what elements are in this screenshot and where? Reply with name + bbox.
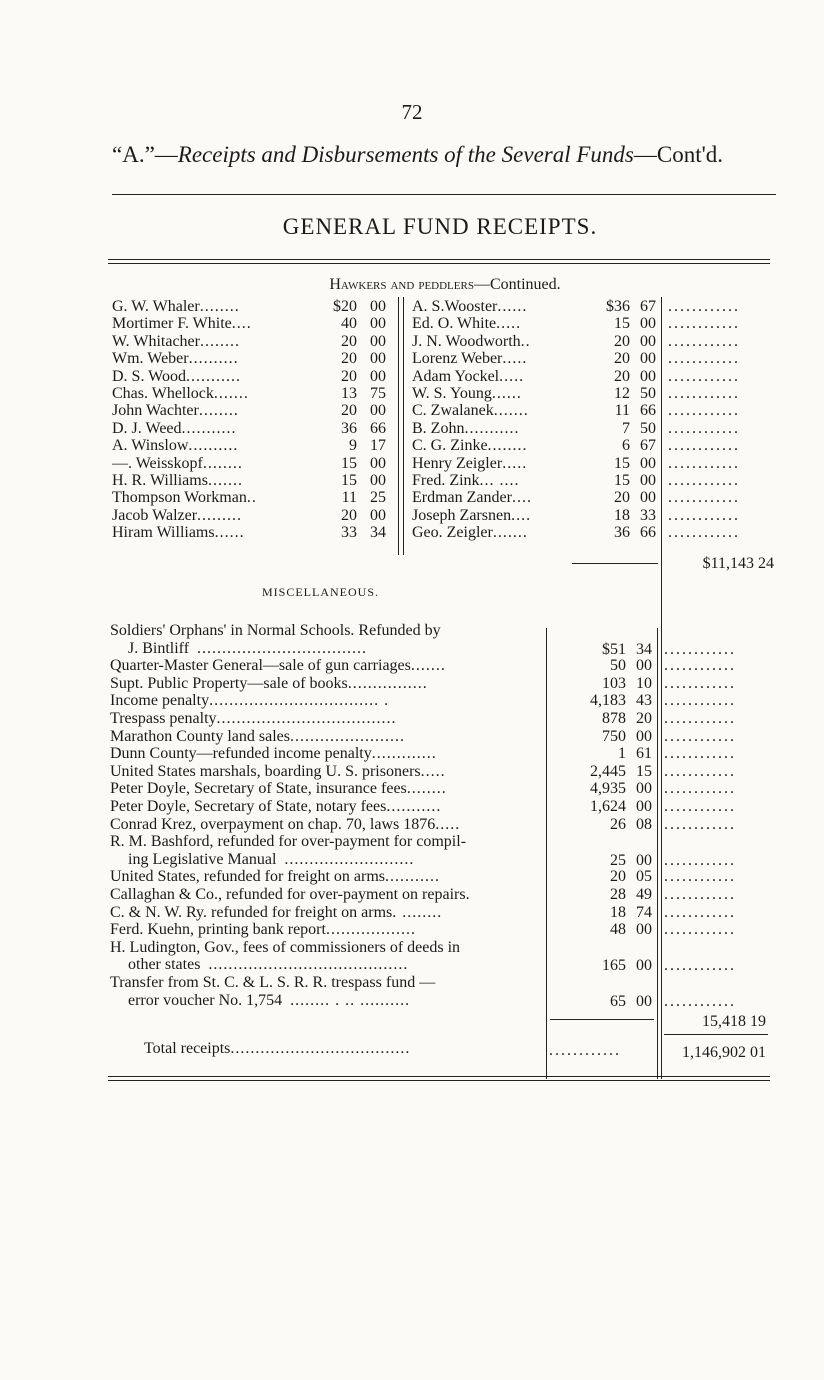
misc-dollars: 2,445 xyxy=(590,762,626,780)
hawker-entry xyxy=(412,385,575,403)
page-number: 72 xyxy=(401,100,423,124)
hawker-dots: ....... xyxy=(493,402,529,420)
hawker-cents: 00 xyxy=(370,315,386,333)
hawker-cents: 00 xyxy=(640,367,656,385)
column-dots: ............ xyxy=(664,798,736,815)
hawker-dots: .. xyxy=(246,489,257,507)
hawker-name: C. Zwalanek xyxy=(412,402,494,420)
hawker-cents: 34 xyxy=(370,524,386,542)
hawker-name: —. Weisskopf xyxy=(112,454,203,472)
misc-item xyxy=(128,956,548,974)
hawker-entry xyxy=(112,350,304,368)
hawker-dots: .... xyxy=(511,506,532,524)
hawker-dollars: 20 xyxy=(614,367,630,385)
column-dots: ............ xyxy=(664,674,736,692)
hawker-cents: 00 xyxy=(640,454,656,472)
hawker-cents: 66 xyxy=(640,402,656,420)
misc-item xyxy=(110,868,546,886)
column-dots: ............ xyxy=(664,710,736,727)
table-rule xyxy=(403,297,404,555)
hawker-dollars: 36 xyxy=(614,524,630,542)
column-dots: ............ xyxy=(668,315,740,333)
hawker-dots: ...... xyxy=(214,524,245,542)
hawker-dollars: 40 xyxy=(341,315,357,333)
top-double-rule xyxy=(108,259,770,264)
hawker-dots: .... xyxy=(231,315,252,333)
misc-item-dots: ..... xyxy=(420,762,446,780)
misc-item xyxy=(110,745,546,763)
hawker-dots: ....... xyxy=(492,524,528,542)
hawker-cents: 00 xyxy=(370,298,386,315)
hawker-cents: 00 xyxy=(370,367,386,385)
hawker-dots: ....... xyxy=(213,385,249,402)
misc-item-text: Supt. Public Property—sale of books xyxy=(110,674,348,692)
misc-dollars: 20 xyxy=(610,868,626,886)
column-dots: ............ xyxy=(668,489,740,507)
hawker-dots: ... .... xyxy=(479,472,520,489)
hawkers-title: Hawkers and peddlers xyxy=(329,276,474,293)
hawker-name: A. S.Wooster xyxy=(412,298,498,315)
table-rule xyxy=(398,297,399,555)
hawker-dots: .......... xyxy=(188,350,239,368)
hawker-cents: 00 xyxy=(640,332,656,350)
hawker-cents: 00 xyxy=(370,454,386,472)
misc-dollars: 18 xyxy=(610,903,626,921)
hawker-entry xyxy=(412,333,575,351)
misc-item-dots: ....... xyxy=(410,657,446,675)
hawker-dots: ..... xyxy=(499,367,525,385)
hawker-name: D. S. Wood xyxy=(112,367,186,385)
hawker-dollars: 20 xyxy=(341,506,357,524)
hawker-dollars: 11 xyxy=(341,489,357,507)
misc-cents: 74 xyxy=(636,903,652,921)
misc-item-dots: .......................... xyxy=(284,850,415,868)
fund-title: GENERAL FUND RECEIPTS. xyxy=(282,214,598,239)
hawker-name: Wm. Weber xyxy=(112,350,189,368)
hawker-name: Adam Yockel xyxy=(412,367,500,385)
hawker-entry xyxy=(412,315,575,333)
misc-item xyxy=(110,904,546,922)
hawker-name: Mortimer F. White xyxy=(112,315,232,333)
hawker-dollars: 33 xyxy=(341,524,357,542)
hawker-dots: ...... xyxy=(491,385,522,402)
misc-item-dots: ....................... xyxy=(289,727,405,745)
hawker-name: Chas. Whellock xyxy=(112,385,214,402)
column-dots: ............ xyxy=(668,506,740,524)
heading-prefix: “A.”— xyxy=(112,142,178,167)
grand-total: 1,146,902 01 xyxy=(682,1044,766,1061)
misc-item-text: C. & N. W. Ry. refunded for freight on arms xyxy=(110,903,393,921)
misc-item xyxy=(110,816,546,834)
hawker-dots: ........... xyxy=(464,419,520,437)
column-dots: ............ xyxy=(668,350,740,368)
misc-dollars: 48 xyxy=(610,921,626,939)
column-dots: ............ xyxy=(664,886,736,903)
hawker-entry xyxy=(412,298,575,316)
column-dots: ............ xyxy=(668,367,740,385)
hawker-dollars: 7 xyxy=(622,419,630,437)
misc-item-dots: .................................. xyxy=(197,639,368,657)
hawker-dollars: 15 xyxy=(614,315,630,333)
hawker-cents: 33 xyxy=(640,506,656,524)
column-dots: ............ xyxy=(664,992,736,1010)
hawker-name: Thompson Workman xyxy=(112,489,247,507)
hawker-entry xyxy=(412,489,575,507)
hawker-dollars: 6 xyxy=(622,437,630,455)
hawker-dollars: 13 xyxy=(341,385,357,402)
misc-item-dots: ..... xyxy=(435,815,461,833)
misc-cents: 20 xyxy=(636,710,652,727)
column-dots: ............ xyxy=(664,851,736,869)
hawker-dots: .......... xyxy=(188,437,239,455)
column-dots: ............ xyxy=(668,402,740,420)
hawker-name: W. S. Young xyxy=(412,385,492,402)
hawker-dollars: 15 xyxy=(614,454,630,472)
column-dots: ............ xyxy=(664,780,736,798)
hawker-entry xyxy=(112,333,304,351)
misc-item-text: ing Legislative Manual xyxy=(128,850,277,868)
misc-item-dots: ........ xyxy=(406,780,447,798)
hawker-entry xyxy=(412,507,575,525)
misc-dollars: 25 xyxy=(610,851,626,869)
hawker-name: D. J. Weed xyxy=(112,419,182,437)
misc-cents: 34 xyxy=(636,640,652,658)
hawker-dollars: 15 xyxy=(341,472,357,489)
misc-item-text: H. Ludington, Gov., fees of commissioners of deeds in xyxy=(110,938,461,956)
hawker-cents: 00 xyxy=(370,350,386,368)
misc-cents: 00 xyxy=(636,992,652,1010)
misc-dollars: 1,624 xyxy=(590,798,626,815)
table-rule xyxy=(546,628,547,1079)
heading-rule xyxy=(112,194,776,195)
hawker-entry xyxy=(112,385,304,403)
hawker-entry xyxy=(112,420,304,438)
hawker-name: Geo. Zeigler xyxy=(412,524,493,542)
misc-item-dots: ................ xyxy=(347,674,428,692)
hawker-cents: 50 xyxy=(640,419,656,437)
misc-cents: 00 xyxy=(636,727,652,745)
misc-item xyxy=(128,640,548,658)
hawker-dollars: 20 xyxy=(341,367,357,385)
misc-item xyxy=(128,992,548,1010)
misc-item-dots: ........... xyxy=(386,798,442,815)
hawker-cents: 50 xyxy=(640,385,656,402)
hawker-entry xyxy=(412,524,575,542)
misc-item-text: Ferd. Kuehn, printing bank report xyxy=(110,921,326,939)
hawker-dots: ........ xyxy=(199,332,240,350)
hawker-dots: ....... xyxy=(207,472,243,489)
misc-item xyxy=(110,728,546,746)
hawkers-title-suffix: —Continued. xyxy=(473,276,561,293)
misc-cents: 00 xyxy=(636,780,652,798)
hawker-name: C. G. Zinke xyxy=(412,437,488,455)
total-dots: .................................... xyxy=(230,1040,411,1057)
misc-item-text: Peter Doyle, Secretary of State, insurance fees xyxy=(110,780,407,798)
misc-item-text: other states xyxy=(128,956,201,974)
misc-cents: 43 xyxy=(636,692,652,710)
hawkers-heading xyxy=(0,276,824,294)
misc-cents: 05 xyxy=(636,868,652,886)
misc-item xyxy=(110,780,546,798)
misc-item xyxy=(128,851,548,869)
hawker-dollars: 20 xyxy=(341,350,357,368)
misc-dollars: 103 xyxy=(602,674,626,692)
misc-dollars: 65 xyxy=(610,992,626,1010)
hawker-dollars: 15 xyxy=(614,472,630,489)
table-rule xyxy=(661,297,662,1079)
misc-subtotal: 15,418 19 xyxy=(702,1013,766,1030)
hawker-cents: 66 xyxy=(640,524,656,542)
misc-dollars: 878 xyxy=(602,710,626,727)
misc-item xyxy=(110,657,546,675)
hawker-cents: 00 xyxy=(370,402,386,420)
total-label: Total receipts xyxy=(144,1040,231,1057)
hawker-dots: ........ xyxy=(487,437,528,455)
misc-item-text: Income penalty xyxy=(110,692,210,710)
hawker-dots: .... xyxy=(511,489,532,507)
misc-item-text: Marathon County land sales xyxy=(110,727,290,745)
misc-item xyxy=(110,921,546,939)
misc-item xyxy=(110,710,546,728)
hawker-dollars: 18 xyxy=(614,506,630,524)
hawker-cents: 00 xyxy=(640,350,656,368)
hawker-entry xyxy=(112,489,304,507)
misc-cents: 10 xyxy=(636,674,652,692)
misc-cents: 00 xyxy=(636,798,652,815)
hawker-dots: ........ xyxy=(202,454,243,472)
hawker-cents: 75 xyxy=(370,385,386,402)
misc-item xyxy=(110,798,546,816)
column-dots: ............ xyxy=(668,419,740,437)
column-dots: ............ xyxy=(664,815,736,833)
hawker-cents: 00 xyxy=(640,315,656,333)
misc-item-dots: ........... xyxy=(385,868,441,886)
heading-italic: Receipts and Disbursements of the Several Funds xyxy=(177,142,634,167)
misc-item-text: Soldiers' Orphans' in Normal Schools. Refunded by xyxy=(110,622,441,639)
column-dots: ............ xyxy=(668,298,740,315)
hawker-cents: 00 xyxy=(370,332,386,350)
misc-dollars: 28 xyxy=(610,886,626,903)
table-rule xyxy=(664,1034,768,1035)
misc-item-dots: . xyxy=(465,886,471,903)
hawker-dots: ........ xyxy=(199,298,240,315)
column-dots: ............ xyxy=(668,437,740,455)
hawker-dollars: 20 xyxy=(341,332,357,350)
hawker-entry xyxy=(112,455,304,473)
misc-cents: 08 xyxy=(636,815,652,833)
bottom-double-rule xyxy=(108,1076,770,1081)
total-mid-dots: ............ xyxy=(549,1042,621,1059)
column-dots: ............ xyxy=(668,385,740,402)
hawker-name: Joseph Zarsnen xyxy=(412,506,512,524)
misc-item-text: Conrad Krez, overpayment on chap. 70, laws 1876 xyxy=(110,815,436,833)
hawker-cents: 00 xyxy=(370,506,386,524)
heading-suffix: —Cont'd. xyxy=(633,142,723,167)
misc-dollars: 50 xyxy=(610,657,626,675)
column-dots: ............ xyxy=(664,692,736,710)
hawker-dots: ........... xyxy=(181,419,237,437)
hawker-entry xyxy=(112,437,304,455)
column-dots: ............ xyxy=(664,903,736,921)
hawker-entry xyxy=(112,298,304,316)
column-dots: ............ xyxy=(664,762,736,780)
column-dots: ............ xyxy=(668,454,740,472)
hawker-cents: 25 xyxy=(370,489,386,507)
hawker-entry xyxy=(112,402,304,420)
misc-dollars: 26 xyxy=(610,815,626,833)
hawker-dollars: $20 xyxy=(333,298,357,315)
hawker-cents: 00 xyxy=(640,472,656,489)
hawker-dollars: 12 xyxy=(614,385,630,402)
misc-dollars: $51 xyxy=(602,640,626,658)
misc-dollars: 4,935 xyxy=(590,780,626,798)
hawker-cents: 17 xyxy=(370,437,386,455)
misc-item-text: United States marshals, boarding U. S. prisoners xyxy=(110,762,421,780)
hawker-name: H. R. Williams xyxy=(112,472,208,489)
misc-item-dots: ........ . .. .......... xyxy=(290,991,411,1009)
hawker-cents: 00 xyxy=(370,472,386,489)
misc-item-text: Dunn County—refunded income penalty xyxy=(110,745,372,763)
hawker-entry xyxy=(412,420,575,438)
column-dots: ............ xyxy=(664,921,736,939)
total-row xyxy=(144,1040,410,1058)
column-dots: ............ xyxy=(668,472,740,489)
misc-item xyxy=(110,886,546,904)
column-dots: ............ xyxy=(668,524,740,542)
hawker-name: B. Zohn xyxy=(412,419,465,437)
hawker-name: Fred. Zink xyxy=(412,472,480,489)
misc-item-text: Trespass penalty xyxy=(110,710,217,727)
misc-item-dots: .................................... xyxy=(216,710,397,727)
hawker-name: G. W. Whaler xyxy=(112,298,200,315)
table-rule xyxy=(572,563,658,564)
hawker-name: John Wachter xyxy=(112,402,199,420)
hawker-entry xyxy=(412,368,575,386)
hawker-dollars: 15 xyxy=(341,454,357,472)
misc-item-text: error voucher No. 1,754 xyxy=(128,991,283,1009)
hawker-name: Hiram Williams xyxy=(112,524,215,542)
hawker-name: Ed. O. White xyxy=(412,315,497,333)
misc-dollars: 165 xyxy=(602,957,626,975)
hawker-name: J. N. Woodworth xyxy=(412,332,521,350)
misc-cents: 49 xyxy=(636,886,652,903)
column-dots: ............ xyxy=(664,957,736,975)
table-rule xyxy=(657,628,658,1079)
hawker-entry xyxy=(112,368,304,386)
misc-item xyxy=(110,763,546,781)
hawker-entry xyxy=(412,402,575,420)
hawker-dots: ..... xyxy=(502,454,528,472)
column-dots: ............ xyxy=(664,745,736,763)
column-dots: ............ xyxy=(664,640,736,658)
hawker-dollars: 20 xyxy=(614,350,630,368)
hawker-name: A. Winslow xyxy=(112,437,189,455)
hawker-name: Erdman Zander xyxy=(412,489,512,507)
misc-item-dots: .................................. . xyxy=(209,692,390,710)
hawker-entry xyxy=(112,315,304,333)
misc-cents: 00 xyxy=(636,921,652,939)
page-heading xyxy=(112,142,723,168)
hawker-dollars: $36 xyxy=(606,298,630,315)
hawker-dots: .. xyxy=(520,332,531,350)
column-dots: ............ xyxy=(664,727,736,745)
column-dots: ............ xyxy=(664,657,736,675)
hawker-dollars: 36 xyxy=(341,419,357,437)
misc-cents: 00 xyxy=(636,957,652,975)
column-dots: ............ xyxy=(668,332,740,350)
hawker-name: W. Whitacher xyxy=(112,332,200,350)
hawker-entry xyxy=(112,524,304,542)
table-rule xyxy=(550,1019,654,1020)
hawker-dollars: 9 xyxy=(349,437,357,455)
hawker-name: Henry Zeigler xyxy=(412,454,503,472)
misc-item-dots: ............. xyxy=(371,745,437,763)
hawker-cents: 66 xyxy=(370,419,386,437)
hawker-dollars: 20 xyxy=(341,402,357,420)
misc-item-text: Quarter-Master General—sale of gun carriages xyxy=(110,657,411,675)
hawker-entry xyxy=(412,437,575,455)
hawker-name: Jacob Walzer xyxy=(112,506,198,524)
hawker-dollars: 20 xyxy=(614,489,630,507)
hawker-entry xyxy=(112,472,304,490)
misc-cents: 15 xyxy=(636,762,652,780)
hawker-dots: ..... xyxy=(496,315,522,333)
misc-item-text: United States, refunded for freight on arms xyxy=(110,868,386,886)
hawker-cents: 00 xyxy=(640,489,656,507)
hawker-dollars: 11 xyxy=(614,402,630,420)
misc-item-dots: . ........ xyxy=(392,903,443,921)
misc-item-dots: .................. xyxy=(325,921,416,939)
misc-dollars: 750 xyxy=(602,727,626,745)
misc-item-text: Transfer from St. C. & L. S. R. R. trespass fund — xyxy=(110,974,436,991)
hawker-cents: 67 xyxy=(640,298,656,315)
hawker-dots: ..... xyxy=(502,350,528,368)
hawker-entry xyxy=(412,350,575,368)
misc-cents: 00 xyxy=(636,657,652,675)
misc-item-text: Peter Doyle, Secretary of State, notary fees xyxy=(110,798,387,815)
misc-item-text: Callaghan & Co., refunded for over-payment on repairs xyxy=(110,886,466,903)
hawker-dots: ........... xyxy=(185,367,241,385)
hawkers-subtotal: $11,143 24 xyxy=(702,555,774,572)
misc-cents: 61 xyxy=(636,745,652,763)
column-dots: ............ xyxy=(664,868,736,886)
misc-item xyxy=(110,675,546,693)
hawker-dots: ...... xyxy=(497,298,528,315)
misc-item-text: J. Bintliff xyxy=(128,639,190,657)
hawker-entry xyxy=(112,507,304,525)
misc-item xyxy=(110,692,546,710)
hawker-dots: ......... xyxy=(197,506,243,524)
misc-dollars: 4,183 xyxy=(590,692,626,710)
misc-item-dots: ........................................ xyxy=(208,956,409,974)
misc-cents: 00 xyxy=(636,851,652,869)
misc-item-text: R. M. Bashford, refunded for over-payment for compil- xyxy=(110,833,467,851)
hawker-dollars: 20 xyxy=(614,332,630,350)
hawker-dots: ........ xyxy=(198,402,239,420)
misc-heading: MISCELLANEOUS. xyxy=(262,585,380,599)
misc-dollars: 1 xyxy=(618,745,626,763)
hawker-name: Lorenz Weber xyxy=(412,350,503,368)
hawker-cents: 67 xyxy=(640,437,656,455)
hawker-entry xyxy=(412,472,575,490)
hawker-entry xyxy=(412,455,575,473)
